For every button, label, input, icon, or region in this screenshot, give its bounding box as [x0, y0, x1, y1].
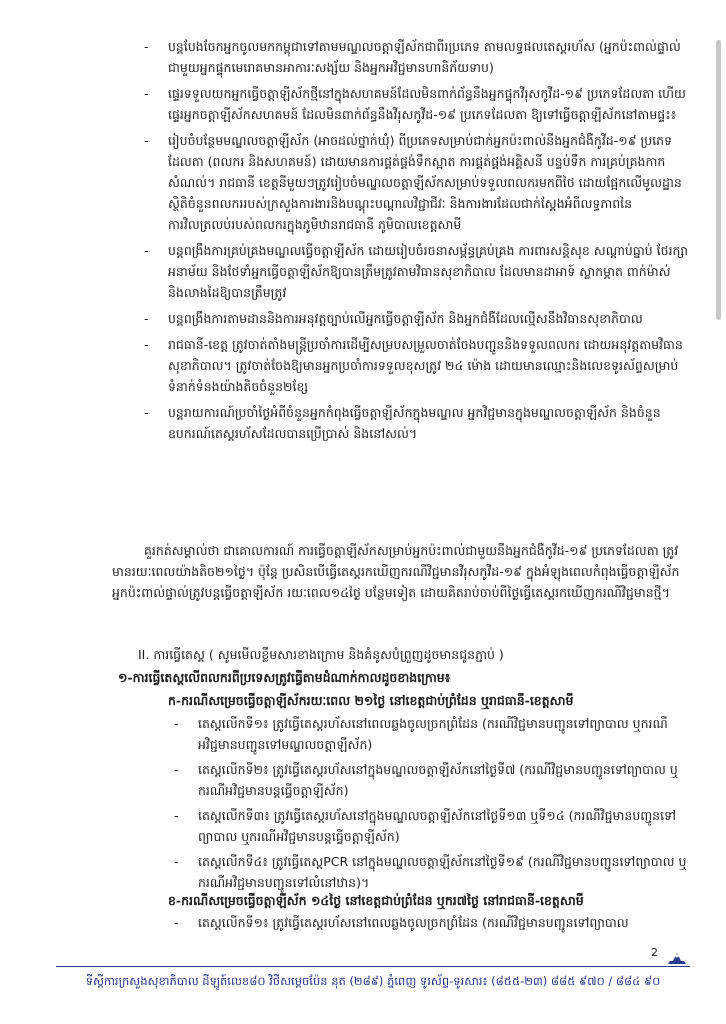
list-item: - បន្តបែងចែកអ្នកចូលមកកម្ពុជាទៅតាមមណ្ឌលចត្តាឡីស័កជាពីរប្រភេទ តាមលទ្ធផលតេស្តរហ័ស (អ្នកប៉ះពាល់ផ្ទាល់ជាមួយអ្នកផ្ទុកមេរោគមានអាការៈសង្ស័យ និងអ្នកអវិជ្ជមានហានិភ័យទាប)	[140, 36, 688, 78]
list-item: - បន្តរាយការណ៍ប្រចាំថ្ងៃអំពីចំនួនអ្នកកំពុងធ្វើចត្តាឡីស័កក្នុងមណ្ឌល អ្នកវិជ្ជមានក្នុងមណ្ឌលចត្តាឡីស័ក និងចំនួនឧបករណ៍តេស្តរហ័សដែលបានប្រើប្រាស់ និងនៅសល់។	[140, 402, 688, 444]
test-item: - តេស្តលើកទី៣៖ ត្រូវធ្វើតេស្តរហ័សនៅក្នុងមណ្ឌលចត្តាឡីស័កនៅថ្ងៃទី១៣ ឬទី១៤ (ករណីវិជ្ជមានបញ្ជូនទៅព្យាបាល ឬករណីអវិជ្ជមានបន្តធ្វើចត្តាឡីស័ក)	[168, 805, 688, 847]
list-item: - រៀបចំបន្ថែមមណ្ឌលចត្តាឡីស័ក (អាចដល់ថ្នាក់ឃុំ) ពីប្រភេទសម្រាប់ជាក់អ្នកប៉ះពាល់នឹងអ្នកជំងឺកូវីដ-១៩ ប្រភេទដែលតា (ពលករ និងសហគមន៍) ដោយមានការផ្គត់ផ្គង់ទឹកស្អាត ការផ្គត់ផ្គង់អគ្គិសនី បន្ទប់ទឹក ការគ្រប់គ្រងកាកសំណល់។ រាជធានី ខេត្តនីមួយៗត្រូវរៀបចំមណ្ឌលចត្តាឡីស័កសម្រាប់ទទួលពលករមកពីថៃ ដោយផ្អែកលើមូលដ្ឋានស្ថិតិចំនួនពលកររបស់ក្រសួងការងារនិងបណ្តុះបណ្តាលវិជ្ជាជីវៈ និងការងារដែលជាក់ស្តែងអំពីលទ្ធភាពនៃការវិលត្រលប់របស់ពលករក្នុងភូមិឋានរាជធានី ភូមិបាលខេត្តសាមី	[140, 130, 688, 235]
subsection-title: ១-ការធ្វើតេស្តលើពលករពីប្រទេសត្រូវធ្វើតាមដំណាក់កាលដូចខាងក្រោម៖	[118, 670, 451, 685]
footer-address: ទីស្តីការក្រសួងសុខាភិបាល ដីឡូត៍លេខ៨០ វិថីសម្តេចប៉ែន នុត (២៨៩) ភ្នំពេញ ទូរស័ព្ទ-ទូរសារ៖ (៨៥៥-២៣) ៨៨៥ ៩៧០ / ៨៨៤ ៩០	[85, 974, 661, 988]
case-ka-test-list	[168, 713, 688, 897]
case-kha-heading: ខ-ករណីសម្រេចធ្វើចត្តាឡីស័ក ១៤ថ្ងៃ នៅខេត្តជាប់ព្រំដែន ឬករ៧ថ្ងៃ នៅរាជធានី-ខេត្តសាមី	[168, 893, 584, 908]
list-item: - រាជធានី-ខេត្ត ត្រូវចាត់តាំងមន្ត្រីប្រចាំការដើម្បីសម្របសម្រួលចាត់ចែងបញ្ជូននិងទទួលពលករ ដោយអនុវត្តតាមវិធានសុខាភិបាល។ ត្រូវចាត់ចែងឱ្យមានអ្នកប្រចាំការទទួលខុសត្រូវ ២៤ ម៉ោង ដោយមានឈ្មោះនិងលេខទូរស័ព្ទសម្រាប់ទំនាក់ទំនងយ៉ាងតិចចំនួន២ខ្សែ	[140, 334, 688, 397]
case-ka-heading: ក-ករណីសម្រេចធ្វើចត្តាឡីស័ករយៈពេល ២១ថ្ងៃ នៅខេត្តជាប់ព្រំដែន ឬរាជធានី-ខេត្តសាមី	[168, 693, 574, 708]
page-number: 2	[651, 946, 658, 959]
bullet-list	[140, 36, 688, 449]
note-paragraph: គួរកត់សម្គាល់ថា ជាគោលការណ៍ ការធ្វើចត្តាឡីស័កសម្រាប់អ្នកប៉ះពាល់ជាមួយនឹងអ្នកជំងឺកូវីដ-១៩ ប្រភេទដែលតា ត្រូវមានរយៈពេលយ៉ាងតិច២១ថ្ងៃ។ ប៉ុន្តែ ប្រសិនបើធ្វើតេស្តរកឃើញករណីវិជ្ជមានវីរុសកូវីដ-១៩ ក្នុងអំឡុងពេលកំពុងធ្វើចត្តាឡីស័ក អ្នកប៉ះពាល់ផ្ទាល់ត្រូវបន្តធ្វើចត្តាឡីស័ក រយៈពេល១៤ថ្ងៃ បន្ថែមទៀត ដោយគិតរាប់ចាប់ពីថ្ងៃធ្វើតេស្តរកឃើញករណីវិជ្ជមានថ្មី។	[112, 543, 680, 600]
list-item: - បន្តពង្រឹងការតាមដាននិងការអនុវត្តច្បាប់លើអ្នកធ្វើចត្តាឡីស័ក និងអ្នកជំងឺដែលល្មើសនឹងវិធានសុខាភិបាល	[140, 308, 688, 329]
scrollbar[interactable]	[716, 40, 721, 320]
list-item: - ផ្ទេរទទួលយកអ្នកធ្វើចត្តាឡីស័កថ្មីនៅក្នុងសហគមន៍ដែលមិនពាក់ព័ន្ធនឹងអ្នកផ្ទុកវីរុសកូវីដ-១៩ ប្រភេទដែលតា ហើយផ្ទេរអ្នកចត្តាឡីស័កសហគមន៍ ដែលមិនពាក់ព័ន្ធនឹងវីរុសកូវីដ-១៩ ប្រភេទដែលតា ឱ្យទៅធ្វើចត្តាឡីស័កនៅតាមផ្ទះ៖	[140, 83, 688, 125]
test-item: - តេស្តលើកទី៤៖ ត្រូវធ្វើតេស្តPCR នៅក្នុងមណ្ឌលចត្តាឡីស័កនៅថ្ងៃទី១៩ (ករណីវិជ្ជមានបញ្ជូនទៅព្យាបាល ឬករណីអវិជ្ជមានបញ្ជូនទៅលំនៅឋាន)។	[168, 851, 688, 893]
section-title: II. ការធ្វើតេស្ត ( សូមមើលខ្លឹមសារខាងក្រោម និងគំនូសបំព្រួញដូចមានជូនភ្ជាប់ )	[138, 647, 504, 662]
ministry-logo-icon	[666, 950, 688, 966]
test-item: - តេស្តលើកទី២៖ ត្រូវធ្វើតេស្តរហ័សនៅក្នុងមណ្ឌលចត្តាឡីស័កនៅថ្ងៃទី៧ (ករណីវិជ្ជមានបញ្ជូនទៅព្យាបាល ឬករណីអវិជ្ជមានបន្តធ្វើចត្តាឡីស័ក)	[168, 759, 688, 801]
footer-divider	[56, 966, 690, 967]
list-item: - បន្តពង្រឹងការគ្រប់គ្រងមណ្ឌលធ្វើចត្តាឡីស័ក ដោយរៀបចំរចនាសម្ព័ន្ធគ្រប់គ្រង ការពារសន្តិសុខ សណ្តាប់ធ្នាប់ ថែរក្សាអនាម័យ និងថែទាំអ្នកធ្វើចត្តាឡីស័កឱ្យបានត្រឹមត្រូវតាមវិធានសុខាភិបាល ដែលមានដាអាទ៍ ស្លាកម្ភាត ពាក់ម៉ាស់ និងលាងដៃឱ្យបានត្រឹមត្រូវ	[140, 240, 688, 303]
test-item: - តេស្តលើកទី១៖ ត្រូវធ្វើតេស្តរហ័សនៅពេលឆ្លងចូលច្រកព្រំដែន (ករណីវិជ្ជមានបញ្ជូនទៅព្យាបាល	[168, 912, 688, 933]
case-kha-test-list	[168, 912, 688, 937]
test-item: - តេស្តលើកទី១៖ ត្រូវធ្វើតេស្តរហ័សនៅពេលឆ្លងចូលច្រកព្រំដែន (ករណីវិជ្ជមានបញ្ជូនទៅព្យាបាល ឬករណីអវិជ្ជមានបញ្ជូនទៅមណ្ឌលចត្តាឡីស័ក)	[168, 713, 688, 755]
